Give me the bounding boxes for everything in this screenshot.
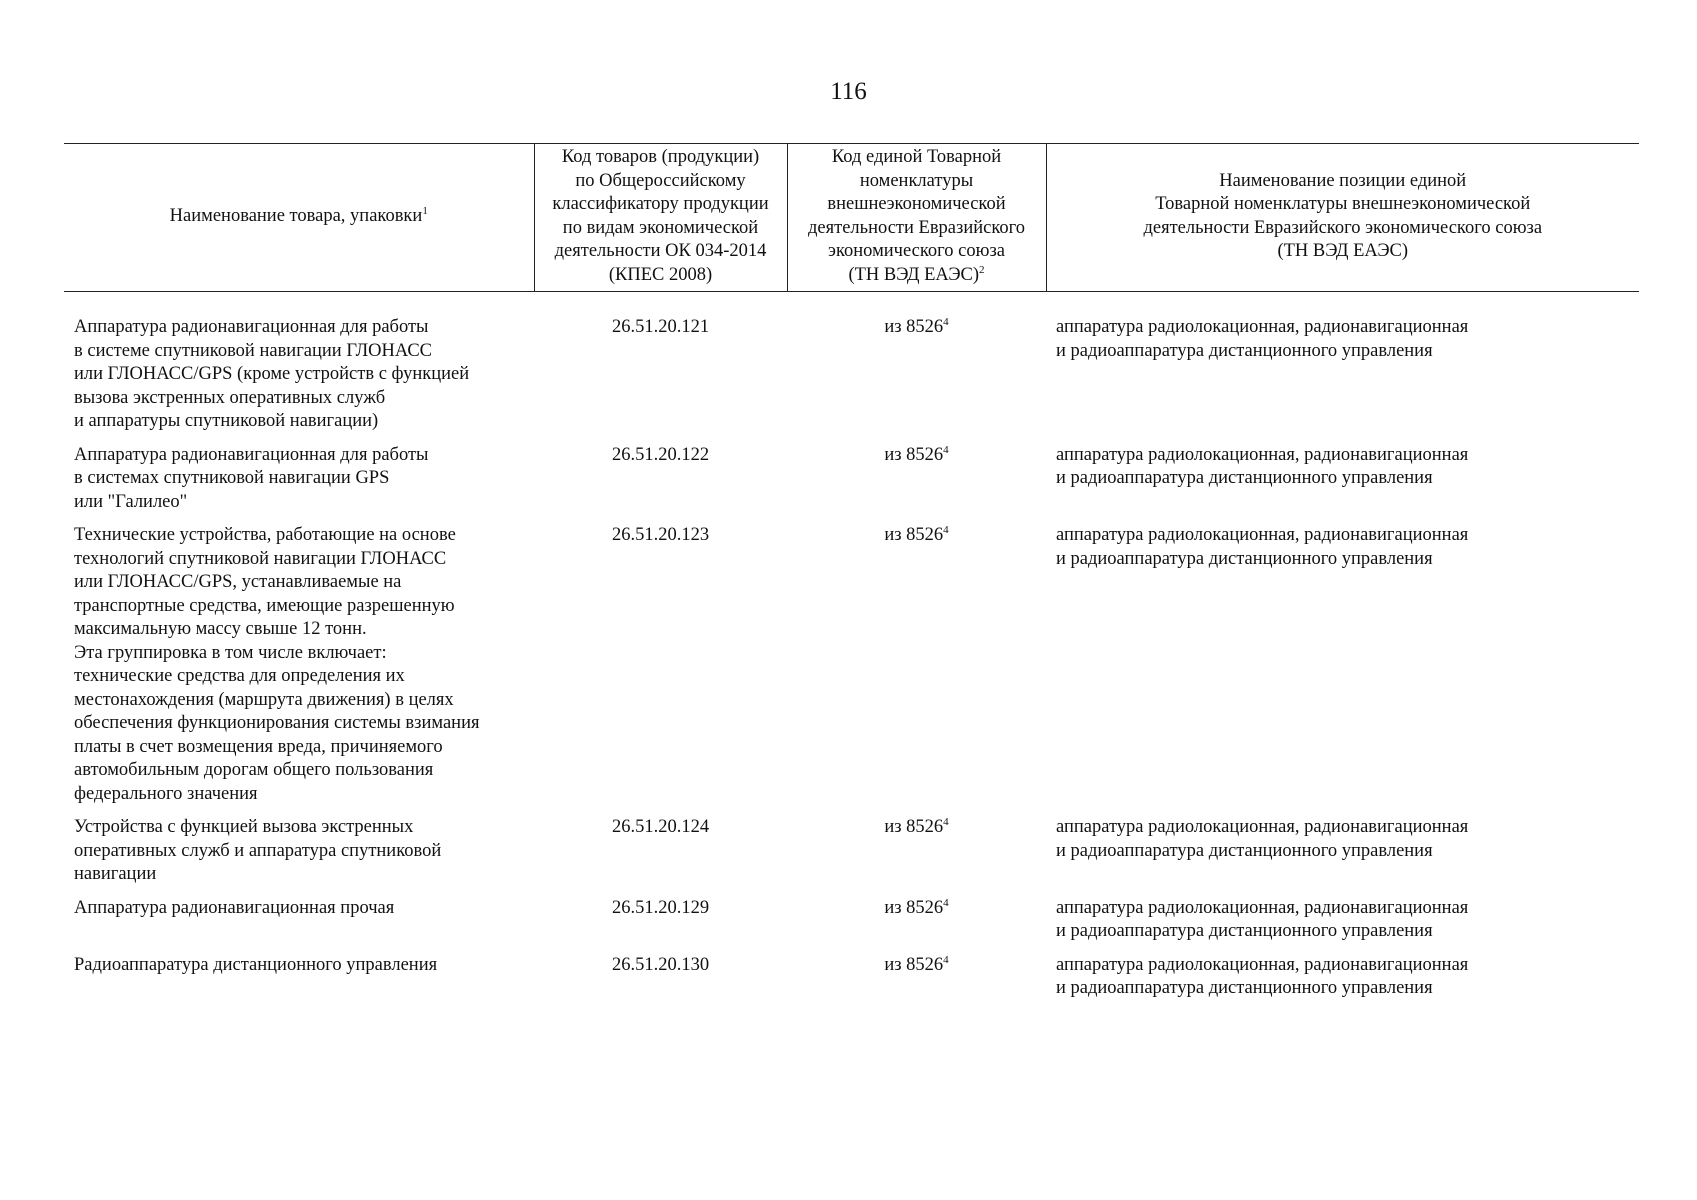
okpd-code-cell: 26.51.20.129: [611, 897, 710, 918]
goods-name-line: Аппаратура радионавигационная для работы: [74, 444, 429, 465]
goods-name-line: транспортные средства, имеющие разрешенную: [74, 595, 455, 616]
okpd-code-cell: 26.51.20.130: [611, 954, 710, 975]
tnved-name-cell: [1046, 897, 1639, 954]
goods-name-line: или ГЛОНАСС/GPS, устанавливаемые на: [74, 572, 402, 592]
goods-name-line: максимальную массу свыше 12 тонн.: [74, 619, 367, 639]
footnote-marker: 4: [943, 815, 949, 828]
header-line: деятельности Евразийского: [807, 217, 1026, 238]
tnved-name-line: и радиоаппаратура дистанционного управления: [1056, 978, 1433, 998]
tnved-code-cell: [787, 954, 1046, 1011]
footnote-marker: 2: [979, 263, 985, 276]
tnved-code-cell: [787, 292, 1046, 444]
table-body: [64, 292, 1639, 1011]
tnved-code-text: из 8526: [884, 954, 944, 975]
goods-name-line: вызова экстренных оперативных служб: [74, 387, 386, 408]
header-goods-name-text: Наименование товара, упаковки: [169, 205, 423, 226]
header-line: Товарной номенклатуры внешнеэкономической: [1155, 194, 1531, 214]
okpd-code-cell: 26.51.20.124: [611, 817, 710, 837]
tnved-name-line: и радиоаппаратура дистанционного управления: [1056, 840, 1433, 861]
okpd-code-cell: 26.51.20.122: [611, 444, 710, 465]
header-line: (КПЕС 2008): [608, 264, 713, 285]
tnved-name-line: аппаратура радиолокационная, радионавигационная: [1056, 897, 1469, 918]
table-row: [64, 816, 1639, 897]
tnved-name-line: аппаратура радиолокационная, радионавигационная: [1056, 317, 1469, 337]
goods-name-line: платы в счет возмещения вреда, причиняемого: [74, 736, 443, 757]
footnote-marker: 4: [943, 443, 949, 456]
goods-name-line: в системах спутниковой навигации GPS: [74, 468, 390, 488]
tnved-name-line: и радиоаппаратура дистанционного управления: [1056, 921, 1433, 941]
tnved-code-text: из 8526: [884, 444, 944, 465]
goods-name-line: Эта группировка в том числе включает:: [74, 642, 387, 663]
tnved-name-cell: [1046, 954, 1639, 1011]
goods-name-line: или ГЛОНАСС/GPS (кроме устройств с функцией: [74, 364, 470, 384]
tnved-name-line: аппаратура радиолокационная, радионавигационная: [1056, 525, 1469, 545]
tnved-code-cell: [787, 524, 1046, 816]
tnved-code-text: из 8526: [884, 817, 944, 837]
goods-name-line: Аппаратура радионавигационная для работы: [74, 317, 429, 337]
tnved-code-text: из 8526: [884, 897, 944, 918]
tnved-name-cell: [1046, 816, 1639, 897]
table-row: [64, 954, 1639, 1011]
tnved-name-cell: [1046, 444, 1639, 525]
header-line: Наименование позиции единой: [1219, 170, 1467, 191]
page-number: 116: [830, 78, 867, 105]
okpd-code-cell: 26.51.20.121: [611, 317, 710, 337]
footnote-marker: 4: [943, 315, 949, 328]
goods-name-line: автомобильным дорогам общего пользования: [74, 760, 434, 780]
table-row: [64, 897, 1639, 954]
header-tnved-name: [1046, 144, 1639, 292]
header-line: внешнеэкономической: [827, 194, 1006, 214]
tnved-name-line: аппаратура радиолокационная, радионавигационная: [1056, 954, 1469, 975]
tnved-name-line: и радиоаппаратура дистанционного управления: [1056, 468, 1433, 488]
goods-name-line: в системе спутниковой навигации ГЛОНАСС: [74, 340, 433, 361]
header-line: деятельности Евразийского экономического союза: [1143, 217, 1543, 238]
goods-name-line: и аппаратуры спутниковой навигации): [74, 411, 379, 431]
header-tnved-code: [787, 144, 1046, 292]
goods-name-line: федерального значения: [74, 783, 258, 804]
goods-name-line: оперативных служб и аппаратура спутниковой: [74, 840, 442, 861]
goods-name-line: Аппаратура радионавигационная прочая: [74, 897, 395, 918]
header-goods-name: [64, 144, 534, 292]
tnved-name-cell: [1046, 292, 1639, 444]
tnved-name-line: и радиоаппаратура дистанционного управления: [1056, 548, 1433, 569]
header-line: номенклатуры: [859, 170, 974, 191]
goods-name-line: Радиоаппаратура дистанционного управления: [74, 954, 438, 975]
header-line: [794, 264, 1040, 288]
header-line: (ТН ВЭД ЕАЭС): [1277, 241, 1409, 261]
goods-name-line: Технические устройства, работающие на основе: [74, 525, 456, 545]
header-okpd-code: [534, 144, 787, 292]
tnved-name-cell: [1046, 524, 1639, 816]
goods-name-cell: [64, 816, 534, 897]
goods-name-line: навигации: [74, 864, 157, 884]
goods-name-line: местонахождения (маршрута движения) в целях: [74, 689, 454, 710]
footnote-marker: 4: [943, 523, 949, 536]
goods-name-line: Устройства с функцией вызова экстренных: [74, 817, 414, 837]
footnote-marker: 4: [943, 953, 949, 966]
header-line: Код единой Товарной: [831, 147, 1002, 167]
tnved-name-line: аппаратура радиолокационная, радионавигационная: [1056, 444, 1469, 465]
goods-name-cell: [64, 444, 534, 525]
goods-name-line: или "Галилео": [74, 491, 188, 512]
tnved-code-cell: [787, 816, 1046, 897]
header-line: Код товаров (продукции): [561, 147, 760, 167]
table-header-row: [64, 144, 1639, 292]
goods-table: [64, 143, 1639, 1011]
okpd-code-cell: 26.51.20.123: [611, 525, 710, 545]
tnved-name-line: и радиоаппаратура дистанционного управления: [1056, 340, 1433, 361]
table-row: [64, 524, 1639, 816]
tnved-code-cell: [787, 444, 1046, 525]
goods-name-line: технические средства для определения их: [74, 666, 405, 686]
header-line: экономического союза: [828, 241, 1005, 261]
goods-name-line: обеспечения функционирования системы взимания: [74, 713, 480, 733]
tnved-code-text: из 8526: [884, 317, 944, 337]
tnved-name-line: аппаратура радиолокационная, радионавигационная: [1056, 817, 1469, 837]
goods-name-cell: [64, 954, 534, 1011]
footnote-marker: 4: [943, 896, 949, 909]
table-row: [64, 292, 1639, 444]
goods-name-cell: [64, 524, 534, 816]
table-row: [64, 444, 1639, 525]
header-line: классификатору продукции: [552, 194, 769, 214]
header-line-text: (ТН ВЭД ЕАЭС): [848, 264, 980, 285]
goods-name-line: технологий спутниковой навигации ГЛОНАСС: [74, 548, 447, 569]
header-line: по видам экономической: [562, 217, 759, 238]
tnved-code-cell: [787, 897, 1046, 954]
goods-name-cell: [64, 897, 534, 954]
header-line: по Общероссийскому: [575, 170, 746, 191]
goods-name-cell: [64, 292, 534, 444]
tnved-code-text: из 8526: [884, 525, 944, 545]
footnote-marker: 1: [422, 204, 428, 217]
header-line: деятельности ОК 034-2014: [554, 241, 767, 261]
